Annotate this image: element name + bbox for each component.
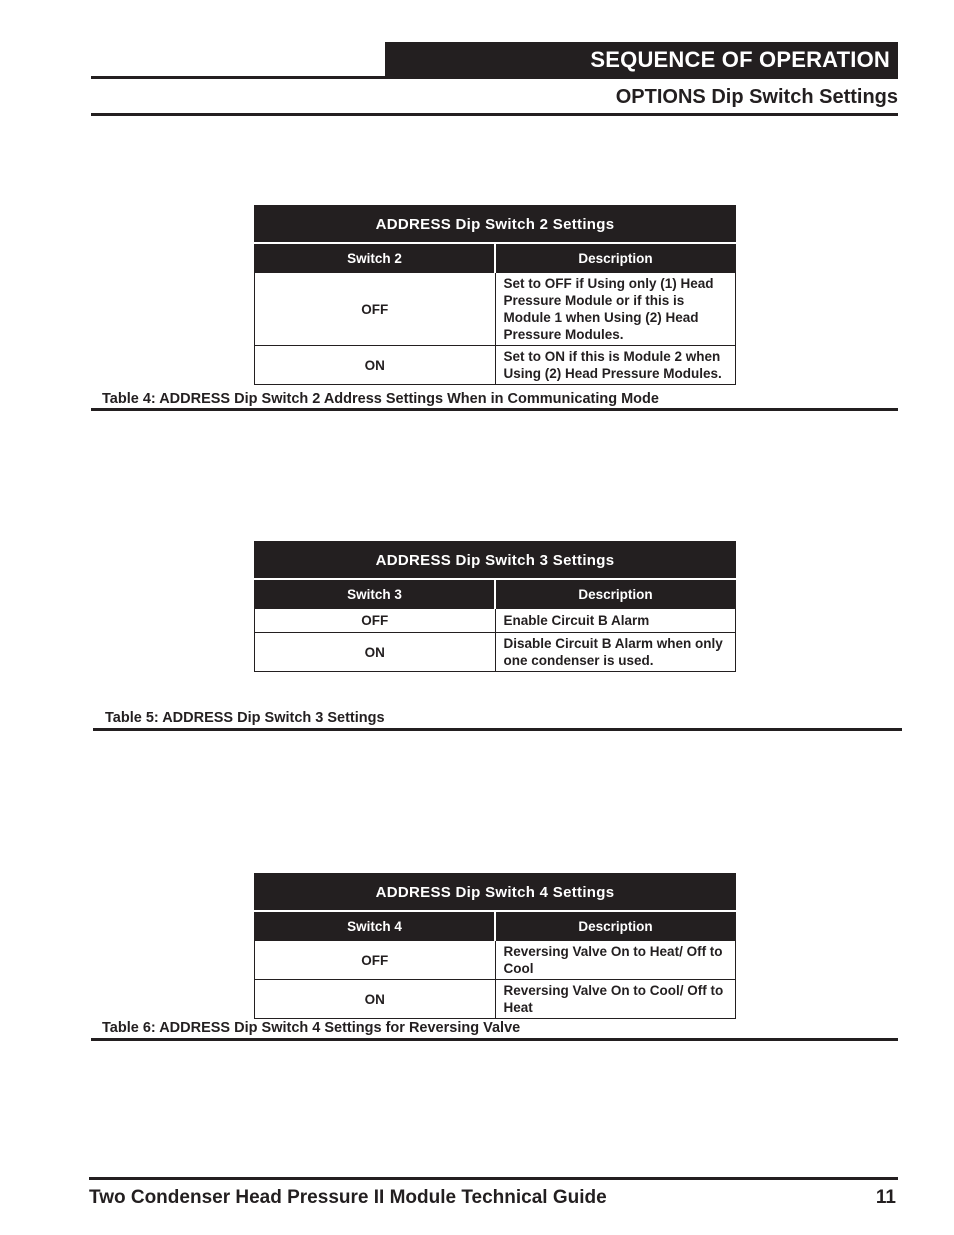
table-row	[255, 941, 736, 980]
table-row	[255, 273, 736, 346]
column-header-switch: Switch 3	[255, 579, 496, 609]
footer-title: Two Condenser Head Pressure II Module Technical Guide	[89, 1187, 607, 1208]
table-caption: Table 5: ADDRESS Dip Switch 3 Settings	[105, 710, 385, 726]
section-title: SEQUENCE OF OPERATION	[590, 47, 890, 72]
switch-state-cell: OFF	[255, 609, 496, 633]
description-cell: Enable Circuit B Alarm	[495, 609, 736, 633]
switch-state-cell: ON	[255, 633, 496, 672]
table-title: ADDRESS Dip Switch 4 Settings	[255, 874, 736, 912]
table-row	[255, 346, 736, 385]
dip-switch-2-table	[254, 205, 736, 385]
description-cell: Reversing Valve On to Heat/ Off to Cool	[495, 941, 736, 980]
description-cell: Set to ON if this is Module 2 when Using (2) Head Pressure Modules.	[495, 346, 736, 385]
switch-state-cell: ON	[255, 346, 496, 385]
dip-switch-4-table	[254, 873, 736, 1019]
column-header-description: Description	[495, 911, 736, 941]
table-row	[255, 609, 736, 633]
switch-state-cell: OFF	[255, 273, 496, 346]
header-left-rule	[91, 76, 385, 79]
description-cell: Reversing Valve On to Cool/ Off to Heat	[495, 980, 736, 1019]
caption-rule	[91, 1038, 898, 1041]
table-caption: Table 6: ADDRESS Dip Switch 4 Settings for Reversing Valve	[102, 1020, 521, 1036]
column-header-description: Description	[495, 579, 736, 609]
table-row	[255, 980, 736, 1019]
section-header-bar	[385, 42, 898, 79]
column-header-switch: Switch 2	[255, 243, 496, 273]
caption-rule	[91, 408, 898, 411]
table-row	[255, 633, 736, 672]
page-subtitle: OPTIONS Dip Switch Settings	[615, 86, 898, 108]
column-header-switch: Switch 4	[255, 911, 496, 941]
switch-state-cell: OFF	[255, 941, 496, 980]
description-cell: Set to OFF if Using only (1) Head Pressure Module or if this is Module 1 when Using (2) Head Pressure Modules.	[495, 273, 736, 346]
footer-rule	[89, 1177, 898, 1180]
table-caption: Table 4: ADDRESS Dip Switch 2 Address Settings When in Communicating Mode	[102, 391, 659, 407]
description-cell: Disable Circuit B Alarm when only one condenser is used.	[495, 633, 736, 672]
dip-switch-3-table	[254, 541, 736, 672]
caption-rule	[93, 728, 902, 731]
table-title: ADDRESS Dip Switch 2 Settings	[255, 206, 736, 244]
table-title: ADDRESS Dip Switch 3 Settings	[255, 542, 736, 580]
column-header-description: Description	[495, 243, 736, 273]
switch-state-cell: ON	[255, 980, 496, 1019]
page-number: 11	[875, 1187, 896, 1208]
header-rule	[91, 113, 898, 116]
